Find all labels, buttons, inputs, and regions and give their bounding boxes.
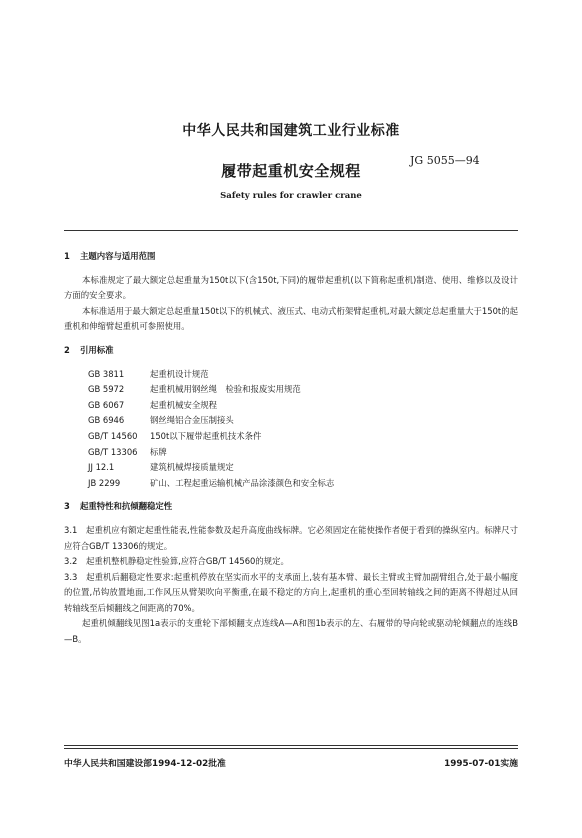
reference-id: JJ 12.1 <box>88 462 115 473</box>
reference-id: GB/T 14560 <box>88 430 138 441</box>
reference-item <box>88 429 518 445</box>
reference-name: 标牌 <box>150 446 167 457</box>
reference-name: 150t以下履带起重机技术条件 <box>150 430 262 441</box>
section-heading <box>64 343 518 359</box>
section-1 <box>64 249 518 335</box>
section-number: 2 <box>64 344 70 355</box>
reference-id: GB 6067 <box>88 399 125 410</box>
clause <box>64 570 518 617</box>
issuing-organization: 中华人民共和国建筑工业行业标准 <box>182 123 400 139</box>
reference-id: JB 2299 <box>88 477 121 488</box>
section-heading <box>64 249 518 265</box>
standard-code: JG 5055—94 <box>410 154 480 167</box>
reference-name: 矿山、工程起重运输机械产品涂漆颜色和安全标志 <box>150 477 335 488</box>
header-divider <box>64 230 518 231</box>
clause-number: 3.2 <box>64 556 78 567</box>
section-title: 主题内容与适用范围 <box>80 251 156 261</box>
reference-item <box>88 398 518 414</box>
section-number: 1 <box>64 251 70 261</box>
section-3 <box>64 499 518 647</box>
reference-id: GB 3811 <box>88 368 125 379</box>
document-body <box>64 249 518 648</box>
reference-item <box>88 382 518 398</box>
reference-item <box>88 445 518 461</box>
clause-number: 3.3 <box>64 571 78 582</box>
clause-text: 起重机应有额定起重性能表,性能参数及起升高度曲线标牌。它必须固定在能使操作者便于看到的操纵室内。标牌尺寸应符合GB/T 13306的规定。 <box>64 524 518 551</box>
section-2 <box>64 343 518 491</box>
paragraph: 本标准适用于最大额定总起重量150t以下的机械式、液压式、电动式桁架臂起重机,对最大额定总起重量大于150t的起重机和伸缩臂起重机可参照使用。 <box>64 305 518 332</box>
reference-id: GB/T 13306 <box>88 446 138 457</box>
reference-name: 钢丝绳铝合金压制接头 <box>150 415 234 426</box>
reference-item <box>88 460 518 476</box>
footer-divider-secondary <box>64 748 518 749</box>
document-subtitle-english: Safety rules for crawler crane <box>220 191 362 201</box>
section-title: 起重特性和抗倾翻稳定性 <box>80 501 173 512</box>
clause <box>64 523 518 554</box>
reference-item <box>88 413 518 429</box>
reference-name: 起重机械安全规程 <box>150 399 217 410</box>
reference-list <box>88 367 518 492</box>
reference-item <box>88 476 518 492</box>
clause-text: 起重机后翻稳定性要求:起重机停放在坚实而水平的支承面上,装有基本臂、最长主臂或主臂加副臂组合,处于最小幅度的位置,吊钩放置地面,工作风压从臂架吹向平衡重,在最不稳定的方向上,起重机的重心至回转轴线之间的距离不得超过从回转轴线至后倾翻线之间距离的70%。 <box>64 571 518 613</box>
reference-item <box>88 367 518 383</box>
paragraph: 本标准规定了最大额定总起重量为150t以下(含150t,下同)的履带起重机(以下简称起重机)制造、使用、维修以及设计方面的安全要求。 <box>64 274 518 301</box>
reference-id: GB 6946 <box>88 415 125 426</box>
clause-text: 起重机整机静稳定性验算,应符合GB/T 14560的规定。 <box>86 556 289 567</box>
reference-name: 建筑机械焊接质量规定 <box>150 462 234 473</box>
document-title: 履带起重机安全规程 <box>221 162 361 180</box>
reference-name: 起重机设计规范 <box>150 368 209 379</box>
paragraph: 起重机倾翻线见图1a表示的支重轮下部倾翻支点连线A—A和图1b表示的左、右履带的导向轮或驱动轮倾翻点的连线B—B。 <box>64 618 518 645</box>
effective-date: 1995-07-01实施 <box>444 759 518 769</box>
reference-name: 起重机械用钢丝绳 检验和报废实用规范 <box>150 384 301 395</box>
clause-number: 3.1 <box>64 524 78 535</box>
approval-statement: 中华人民共和国建设部1994-12-02批准 <box>64 759 226 769</box>
clause <box>64 554 518 570</box>
section-number: 3 <box>64 501 70 512</box>
section-title: 引用标准 <box>80 344 114 355</box>
footer-divider <box>64 745 518 746</box>
reference-id: GB 5972 <box>88 384 125 395</box>
section-heading <box>64 499 518 515</box>
